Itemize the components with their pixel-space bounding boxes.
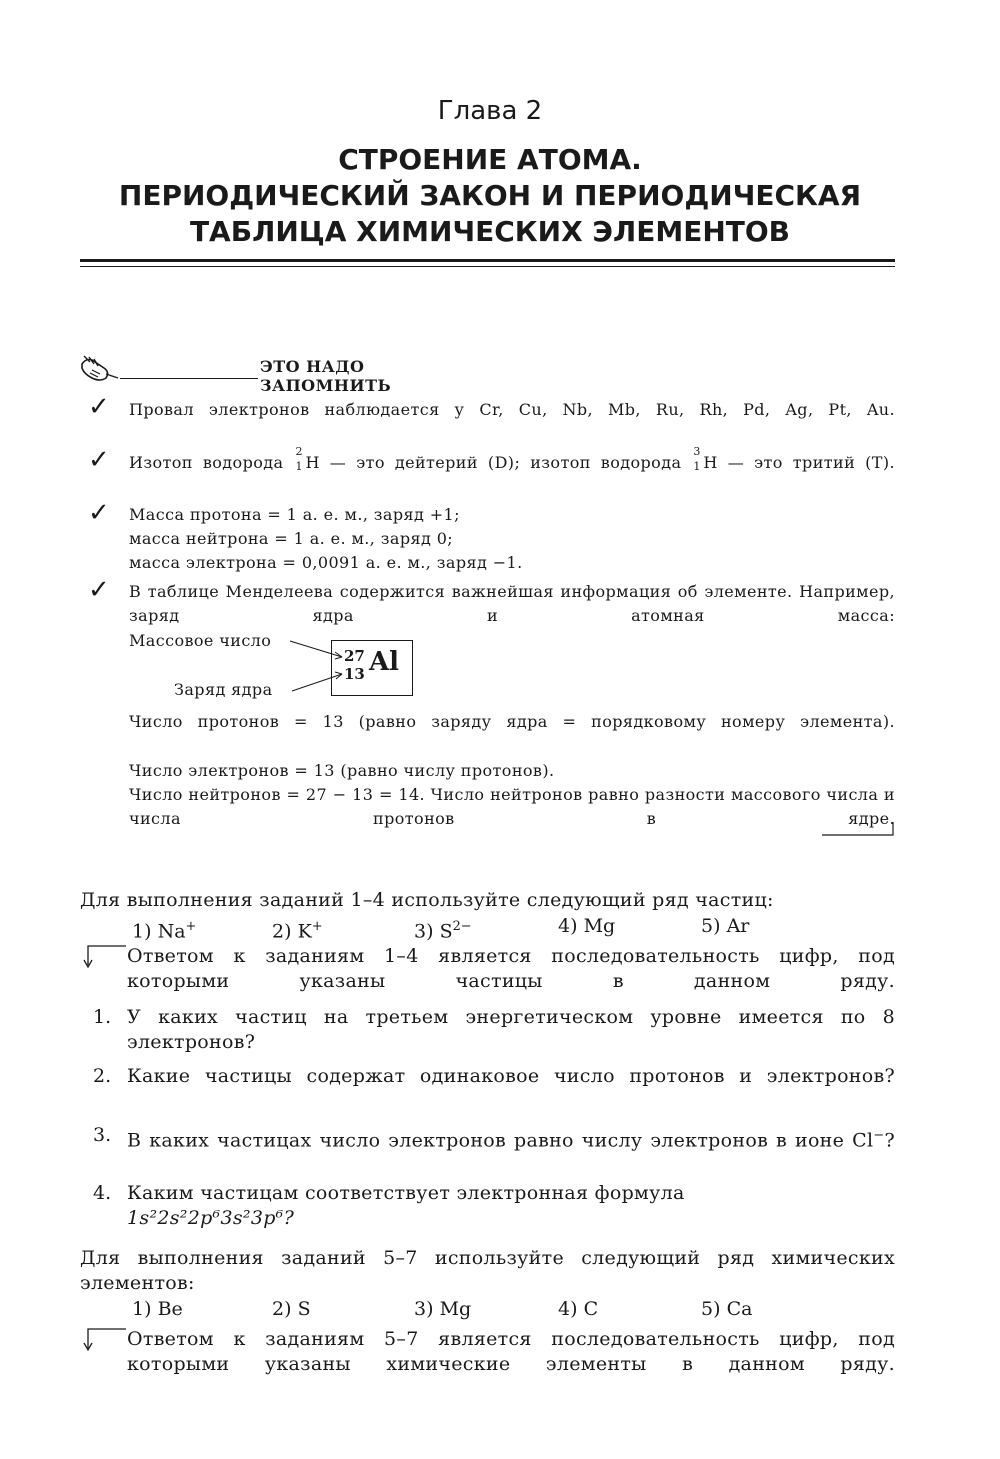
option-base: Mg (583, 915, 616, 937)
charge-label: Заряд ядра (174, 680, 273, 699)
option-base: Mg (439, 1298, 472, 1320)
block2-intro: Для выполнения заданий 5–7 используйте следующий ряд химических элементов: (80, 1247, 895, 1294)
check-icon: ✓ (88, 575, 110, 605)
option-num: 3) (414, 920, 434, 943)
isotope-charge: 1 (295, 460, 303, 473)
isotope-mass: 3 (693, 445, 701, 458)
title-line: ПЕРИОДИЧЕСКИЙ ЗАКОН И ПЕРИОДИЧЕСКАЯ (118, 179, 862, 212)
block2-answer-note: Ответом к заданиям 5–7 является последовательность цифр, под которыми указаны химические элементы в данном ряду. (127, 1328, 895, 1375)
question-text: У каких частиц на третьем энергетическом уровне имеется по 8 электронов? (127, 1006, 895, 1053)
mass-line: масса электрона = 0,0091 а. е. м., заряд −1. (129, 553, 523, 572)
question-number: 3. (93, 1124, 112, 1146)
isotope-text: H — это тритий (T). (703, 453, 895, 472)
check-icon: ✓ (88, 498, 110, 528)
question-text-part: В каких частицах число электронов равно числу электронов в ионе Cl (127, 1129, 874, 1152)
title-rule-thick (80, 259, 895, 262)
title-line: ТАБЛИЦА ХИМИЧЕСКИХ ЭЛЕМЕНТОВ (189, 215, 791, 248)
answer-corner-icon (82, 945, 126, 971)
block1-intro: Для выполнения заданий 1–4 используйте следующий ряд частиц: (80, 889, 774, 911)
chapter-label: Глава 2 (437, 96, 543, 126)
option-base: S (297, 1298, 311, 1320)
neutrons-text: Число нейтронов = 27 − 13 = 14. Число нейтронов равно разности массового числа и числа протонов в ядре. (129, 785, 895, 828)
option-item (132, 1297, 183, 1322)
pointing-hand-icon (80, 354, 124, 384)
check-icon: ✓ (88, 445, 110, 475)
option-num: 5) (701, 915, 721, 937)
option-charge: + (185, 919, 197, 934)
mass-number: 27 (344, 647, 365, 665)
option-item (701, 914, 749, 939)
option-item (558, 914, 615, 939)
option-charge: + (311, 919, 323, 934)
remember-title: ЭТО НАДО ЗАПОМНИТЬ (260, 357, 392, 395)
protons-text: Число протонов = 13 (равно заряду ядра = порядковому номеру элемента). (129, 712, 895, 731)
option-base: Na (157, 920, 186, 943)
question-number: 2. (93, 1065, 112, 1087)
option-num: 2) (272, 1298, 292, 1320)
option-base: Ca (726, 1298, 753, 1320)
option-num: 5) (701, 1298, 721, 1320)
check-icon: ✓ (88, 392, 110, 422)
isotope-charge: 1 (693, 460, 701, 473)
element-cell (331, 640, 413, 696)
remember-item-1: Провал электронов наблюдается у Cr, Cu, Nb, Mb, Ru, Rh, Pd, Ag, Pt, Au. (129, 400, 895, 419)
question-text-part: Каким частицам соответствует электронная формула (127, 1182, 685, 1204)
option-num: 3) (414, 1298, 434, 1320)
option-num: 1) (132, 920, 152, 943)
remember-underline (120, 378, 258, 379)
option-num: 4) (558, 1298, 578, 1320)
option-item (272, 914, 323, 944)
block1-answer-note: Ответом к заданиям 1–4 является последовательность цифр, под которыми указаны частицы в данном ряду. (127, 945, 895, 992)
question-text (127, 1181, 895, 1231)
atomic-number: 13 (344, 665, 365, 683)
mass-line: масса нейтрона = 1 а. е. м., заряд 0; (129, 529, 454, 548)
option-item (558, 1297, 598, 1322)
block-end-corner (822, 822, 894, 836)
option-base: C (583, 1298, 599, 1320)
isotope-text: Изотоп водорода (129, 453, 294, 472)
option-charge: 2− (452, 919, 472, 934)
option-base: Ar (726, 915, 750, 937)
option-base: K (297, 920, 312, 943)
option-item (272, 1297, 311, 1322)
option-item (701, 1297, 752, 1322)
question-number: 4. (93, 1182, 112, 1204)
mass-number-label: Массовое число (129, 631, 272, 650)
isotope-text: H — это дейтерий (D); изотоп водорода (305, 453, 692, 472)
isotope-mass: 2 (295, 445, 303, 458)
ion-charge: − (873, 1128, 885, 1143)
question-number: 1. (93, 1006, 112, 1028)
isotope-notation (691, 445, 703, 473)
question-text: Какие частицы содержат одинаковое число протонов и электронов? (127, 1065, 895, 1087)
option-num: 4) (558, 915, 578, 937)
option-num: 2) (272, 920, 292, 943)
option-base: S (439, 920, 453, 943)
isotope-notation (293, 445, 305, 473)
option-item (414, 1297, 471, 1322)
electron-formula: 1s²2s²2p⁶3s²3p⁶? (127, 1207, 295, 1229)
remember-header (80, 354, 480, 395)
chapter-title (0, 142, 980, 250)
title-line: СТРОЕНИЕ АТОМА. (338, 143, 642, 176)
remember-item-4: В таблице Менделеева содержится важнейшая информация об элементе. Например, заряд ядра и атомная масса: (129, 582, 895, 625)
option-base: Be (157, 1298, 183, 1320)
option-item (132, 914, 196, 944)
element-symbol: Al (369, 647, 400, 677)
question-text (127, 1123, 895, 1153)
title-rule-thin (80, 266, 895, 267)
electrons-text: Число электронов = 13 (равно числу протонов). (129, 761, 555, 780)
mass-line: Масса протона = 1 а. е. м., заряд +1; (129, 505, 460, 524)
remember-item-2 (129, 445, 895, 475)
answer-corner-icon (82, 1328, 126, 1354)
option-item (414, 914, 472, 944)
question-text-part: ? (884, 1129, 895, 1152)
option-num: 1) (132, 1298, 152, 1320)
